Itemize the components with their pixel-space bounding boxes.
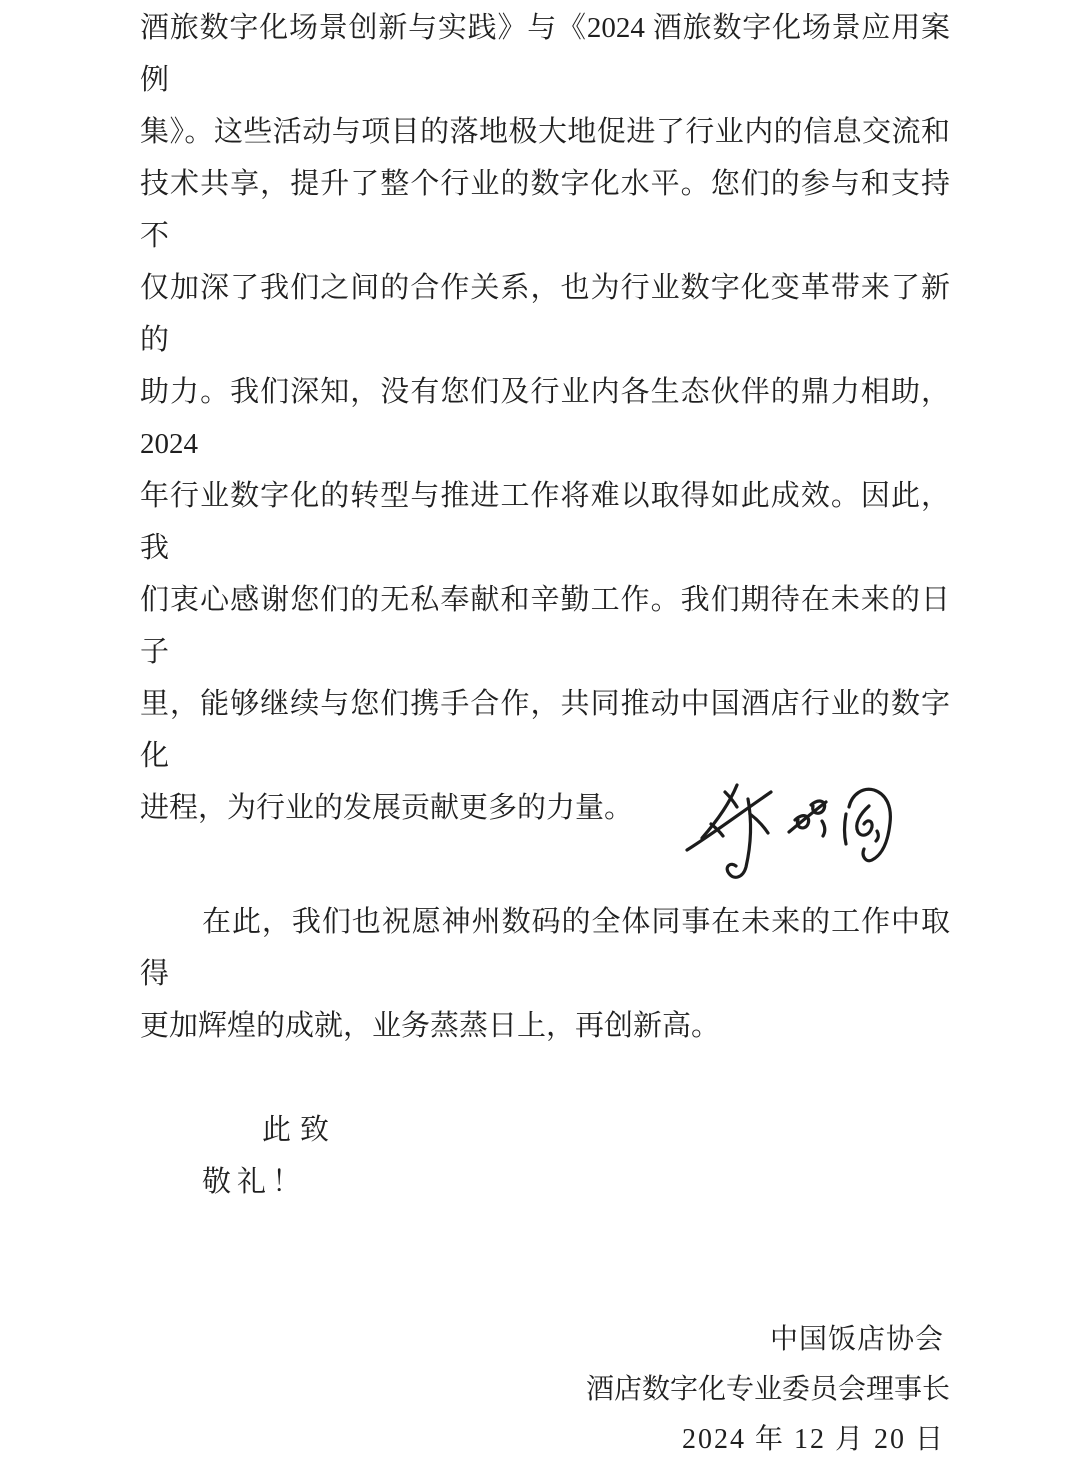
body-line: 酒旅数字化场景创新与实践》与《2024 酒旅数字化场景应用案例 — [140, 12, 950, 96]
signer-organization: 中国饭店协会 — [769, 1324, 944, 1355]
body-line: 集》。这些活动与项目的落地极大地促进了行业内的信息交流和 — [140, 116, 950, 148]
body-line: 仅加深了我们之间的合作关系，也为行业数字化变革带来了新的 — [140, 272, 950, 356]
body-paragraph-2 — [140, 896, 950, 1052]
body-line: 进程，为行业的发展贡献更多的力量。 — [140, 792, 634, 824]
body-line: 里，能够继续与您们携手合作，共同推动中国酒店行业的数字化 — [140, 688, 950, 772]
body-line: 技术共享，提升了整个行业的数字化水平。您们的参与和支持不 — [140, 168, 950, 252]
signer-title: 酒店数字化专业委员会理事长 — [585, 1374, 950, 1405]
letter-content — [140, 2, 950, 1465]
body-line: 更加辉煌的成就，业务蒸蒸日上，再创新高。 — [140, 1010, 721, 1042]
closing-salute: 此致 — [262, 1114, 339, 1146]
body-line: 年行业数字化的转型与推进工作将难以取得如此成效。因此，我 — [140, 480, 950, 564]
handwritten-signature-icon — [683, 779, 901, 891]
body-line: 们衷心感谢您们的无私奉献和辛勤工作。我们期待在未来的日子 — [140, 584, 950, 668]
letter-date: 2024 年 12 月 20 日 — [681, 1424, 945, 1455]
body-line: 助力。我们深知，没有您们及行业内各生态伙伴的鼎力相助，2024 — [140, 376, 950, 460]
body-line: 在此，我们也祝愿神州数码的全体同事在未来的工作中取得 — [140, 906, 950, 990]
closing-respect: 敬礼！ — [202, 1166, 308, 1198]
signature-block — [140, 1315, 950, 1465]
body-paragraph-1 — [140, 2, 950, 834]
